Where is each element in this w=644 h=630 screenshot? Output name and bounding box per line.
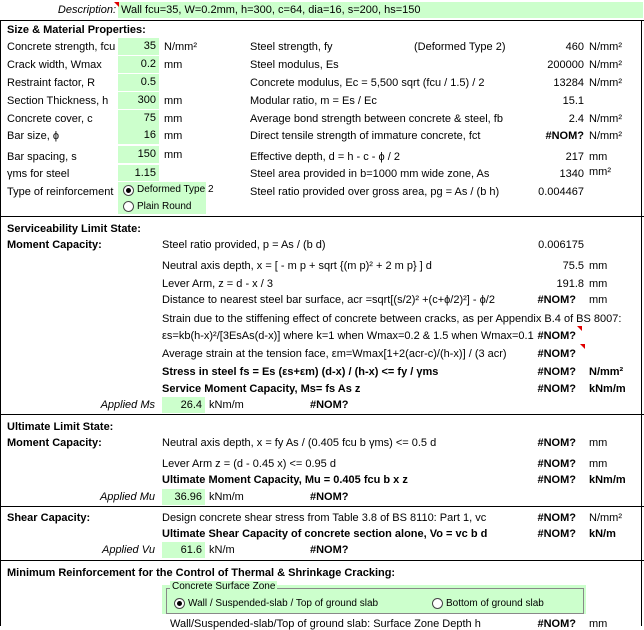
input-unit: mm [164, 149, 183, 161]
comment-marker-icon [114, 2, 119, 7]
applied-mu-label: Applied Mu [99, 491, 155, 503]
uls-na-value: #NOM? [537, 437, 576, 449]
service-moment-unit: kNm/m [589, 383, 626, 395]
zone-option-label: Wall / Suspended-slab / Top of ground slab [188, 598, 379, 609]
comment-marker-icon [577, 326, 582, 331]
prop-label: Average bond strength between concrete & steel, fb [250, 113, 503, 125]
applied-ms-label: Applied Ms [100, 399, 155, 411]
sls-row-unit: mm [589, 294, 608, 306]
uls-moment-value: #NOM? [537, 474, 576, 486]
section-title-ultimate: Ultimate Limit State: [7, 421, 114, 433]
prop-label: Steel strength, fy [250, 41, 333, 53]
prop-unit: mm² [589, 166, 611, 178]
prop-value: 15.1 [562, 95, 584, 107]
input-label: Concrete strength, fcu [7, 41, 116, 53]
prop-unit: mm [589, 151, 608, 163]
prop-label: Concrete modulus, Ec = 5,500 sqrt (fcu / 1.5) / 2 [250, 77, 485, 89]
ult-shear-label: Ultimate Shear Capacity of concrete section alone, Vo = vc b d [162, 528, 488, 540]
prop-value: 13284 [553, 77, 584, 89]
input-unit: mm [164, 113, 183, 125]
shear-stress-value: #NOM? [537, 512, 576, 524]
applied-vu-input[interactable]: 61.6 [162, 542, 205, 558]
input-unit: mm [164, 95, 183, 107]
applied-ms-unit: kNm/m [209, 399, 244, 411]
surface-zone-title: Concrete Surface Zone [172, 581, 276, 592]
steel-stress-label: Stress in steel fs = Es (εs+εm) (d-x) / (h-x) <= fy / γms [162, 366, 439, 378]
service-moment-value: #NOM? [537, 383, 576, 395]
section-divider [0, 506, 644, 507]
uls-na-unit: mm [589, 437, 608, 449]
prop-unit: N/mm² [589, 77, 622, 89]
ult-shear-value: #NOM? [537, 528, 576, 540]
section-divider [0, 414, 644, 415]
input-label: Concrete cover, c [7, 113, 93, 125]
prop-value: 200000 [547, 59, 584, 71]
shear-stress-label: Design concrete shear stress from Table 3.8 of BS 8110: Part 1, vc [162, 512, 487, 524]
sls-row-unit: mm [589, 278, 608, 290]
applied-vu-label: Applied Vu [101, 544, 155, 556]
prop-value: 1340 [559, 168, 584, 180]
radio-wall-suspended-slab[interactable] [174, 598, 185, 609]
strain-note: Strain due to the stiffening effect of concrete between cracks, as per Appendix B.4 of BS 8007: [162, 313, 622, 325]
uls-moment-unit: kNm/m [589, 474, 626, 486]
input-cover[interactable]: 75 [118, 110, 159, 127]
sls-row-label: Lever Arm, z = d - x / 3 [162, 278, 273, 290]
prop-value: #NOM? [545, 130, 584, 142]
prop-unit: N/mm² [589, 41, 622, 53]
input-thickness[interactable]: 300 [118, 92, 159, 109]
comment-marker-icon [580, 344, 585, 349]
input-label: Restraint factor, R [7, 77, 96, 89]
applied-ms-check: #NOM? [310, 399, 349, 411]
section-border [0, 20, 644, 21]
input-crack-width[interactable]: 0.2 [118, 56, 159, 73]
prop-value: 0.004467 [538, 186, 584, 198]
uls-moment-label: Ultimate Moment Capacity, Mu = 0.405 fcu b x z [162, 474, 408, 486]
input-bar-size[interactable]: 16 [118, 127, 159, 144]
prop-label: Steel modulus, Es [250, 59, 339, 71]
shear-capacity-heading: Shear Capacity: [7, 512, 91, 524]
strain-formula: εs=kb(h-x)²/[3EsAs(d-x)] where k=1 when Wmax=0.2 & 1.5 when Wmax=0.1 [162, 330, 534, 342]
surface-zone-depth-label: Wall/Suspended-slab/Top of ground slab: Surface Zone Depth h [170, 618, 481, 630]
prop-unit: N/mm² [589, 59, 622, 71]
input-label: Bar spacing, s [7, 151, 77, 163]
steel-stress-value: #NOM? [537, 366, 576, 378]
surface-zone-depth-value: #NOM? [537, 618, 576, 630]
prop-label: Steel ratio provided over gross area, pg = As / (b h) [250, 186, 500, 198]
prop-label: Effective depth, d = h - c - ϕ / 2 [250, 151, 400, 163]
uls-moment-capacity-heading: Moment Capacity: [7, 437, 102, 449]
input-unit: mm [164, 130, 183, 142]
section-title-serviceability: Serviceability Limit State: [7, 223, 141, 235]
applied-vu-unit: kN/m [209, 544, 235, 556]
radio-bottom-ground-slab[interactable] [432, 598, 443, 609]
sls-row-value: 0.006175 [538, 239, 584, 251]
radio-deformed-type2[interactable] [123, 185, 134, 196]
description-field[interactable]: Wall fcu=35, W=0.2mm, h=300, c=64, dia=16, s=200, hs=150 [118, 2, 643, 18]
input-unit: N/mm² [164, 41, 197, 53]
radio-plain-round[interactable] [123, 201, 134, 212]
surface-zone-depth-unit: mm [589, 618, 608, 630]
prop-label: Direct tensile strength of immature concrete, fct [250, 130, 481, 142]
section-divider [0, 216, 644, 217]
sls-row-value: #NOM? [537, 294, 576, 306]
sls-row-value: 191.8 [556, 278, 584, 290]
prop-unit: N/mm² [589, 113, 622, 125]
uls-lever-value: #NOM? [537, 458, 576, 470]
steel-stress-unit: N/mm² [589, 366, 624, 378]
input-label: γms for steel [7, 168, 70, 180]
section-border [641, 20, 642, 626]
uls-na-label: Neutral axis depth, x = fy As / (0.405 fcu b γms) <= 0.5 d [162, 437, 437, 449]
input-bar-spacing[interactable]: 150 [118, 146, 159, 163]
input-restraint-factor[interactable]: 0.5 [118, 74, 159, 91]
shear-stress-unit: N/mm² [589, 512, 622, 524]
input-label: Type of reinforcement [7, 186, 114, 198]
radio-label: Plain Round [137, 201, 192, 212]
ult-shear-unit: kN/m [589, 528, 616, 540]
radio-label: Deformed Type 2 [137, 184, 214, 195]
avg-strain-label: Average strain at the tension face, εm=Wmax[1+2(acr-c)/(h-x)] / (3 acr) [162, 348, 507, 360]
applied-mu-check: #NOM? [310, 491, 349, 503]
service-moment-label: Service Moment Capacity, Ms= fs As z [162, 383, 361, 395]
sls-row-label: Steel ratio provided, p = As / (b d) [162, 239, 326, 251]
prop-unit: N/mm² [589, 130, 622, 142]
sls-row-unit: mm [589, 260, 608, 272]
section-border [0, 20, 1, 626]
sls-row-label: Neutral axis depth, x = [ - m p + sqrt {(m p)² + 2 m p} ] d [162, 260, 432, 272]
applied-vu-check: #NOM? [310, 544, 349, 556]
avg-strain-value: #NOM? [537, 348, 576, 360]
section-title-minimum-reinforcement: Minimum Reinforcement for the Control of Thermal & Shrinkage Cracking: [7, 567, 396, 579]
applied-ms-input[interactable]: 26.4 [162, 397, 205, 413]
prop-label: Steel area provided in b=1000 mm wide zone, As [250, 168, 490, 180]
sls-moment-capacity-heading: Moment Capacity: [7, 239, 102, 251]
strain-value: #NOM? [537, 330, 576, 342]
input-label: Bar size, ϕ [7, 130, 60, 142]
prop-value: 460 [565, 41, 584, 53]
zone-option-label: Bottom of ground slab [446, 598, 544, 609]
description-label: Description: [57, 4, 116, 16]
prop-label: Modular ratio, m = Es / Ec [250, 95, 377, 107]
applied-mu-input[interactable]: 36.96 [162, 489, 205, 505]
prop-value: 2.4 [568, 113, 584, 125]
input-gamma-ms[interactable]: 1.15 [118, 165, 159, 181]
section-divider [0, 560, 644, 561]
sls-row-label: Distance to nearest steel bar surface, acr =sqrt[(s/2)² +(c+ϕ/2)²] - ϕ/2 [162, 294, 495, 306]
prop-note: (Deformed Type 2) [414, 41, 506, 53]
applied-mu-unit: kNm/m [209, 491, 244, 503]
section-title-size-material: Size & Material Properties: [7, 24, 146, 36]
sls-row-value: 75.5 [562, 260, 584, 272]
prop-value: 217 [565, 151, 584, 163]
input-fcu[interactable]: 35 [118, 38, 159, 55]
input-label: Section Thickness, h [7, 95, 109, 107]
input-unit: mm [164, 59, 183, 71]
input-label: Crack width, Wmax [7, 59, 102, 71]
uls-lever-label: Lever Arm z = (d - 0.45 x) <= 0.95 d [162, 458, 336, 470]
uls-lever-unit: mm [589, 458, 608, 470]
